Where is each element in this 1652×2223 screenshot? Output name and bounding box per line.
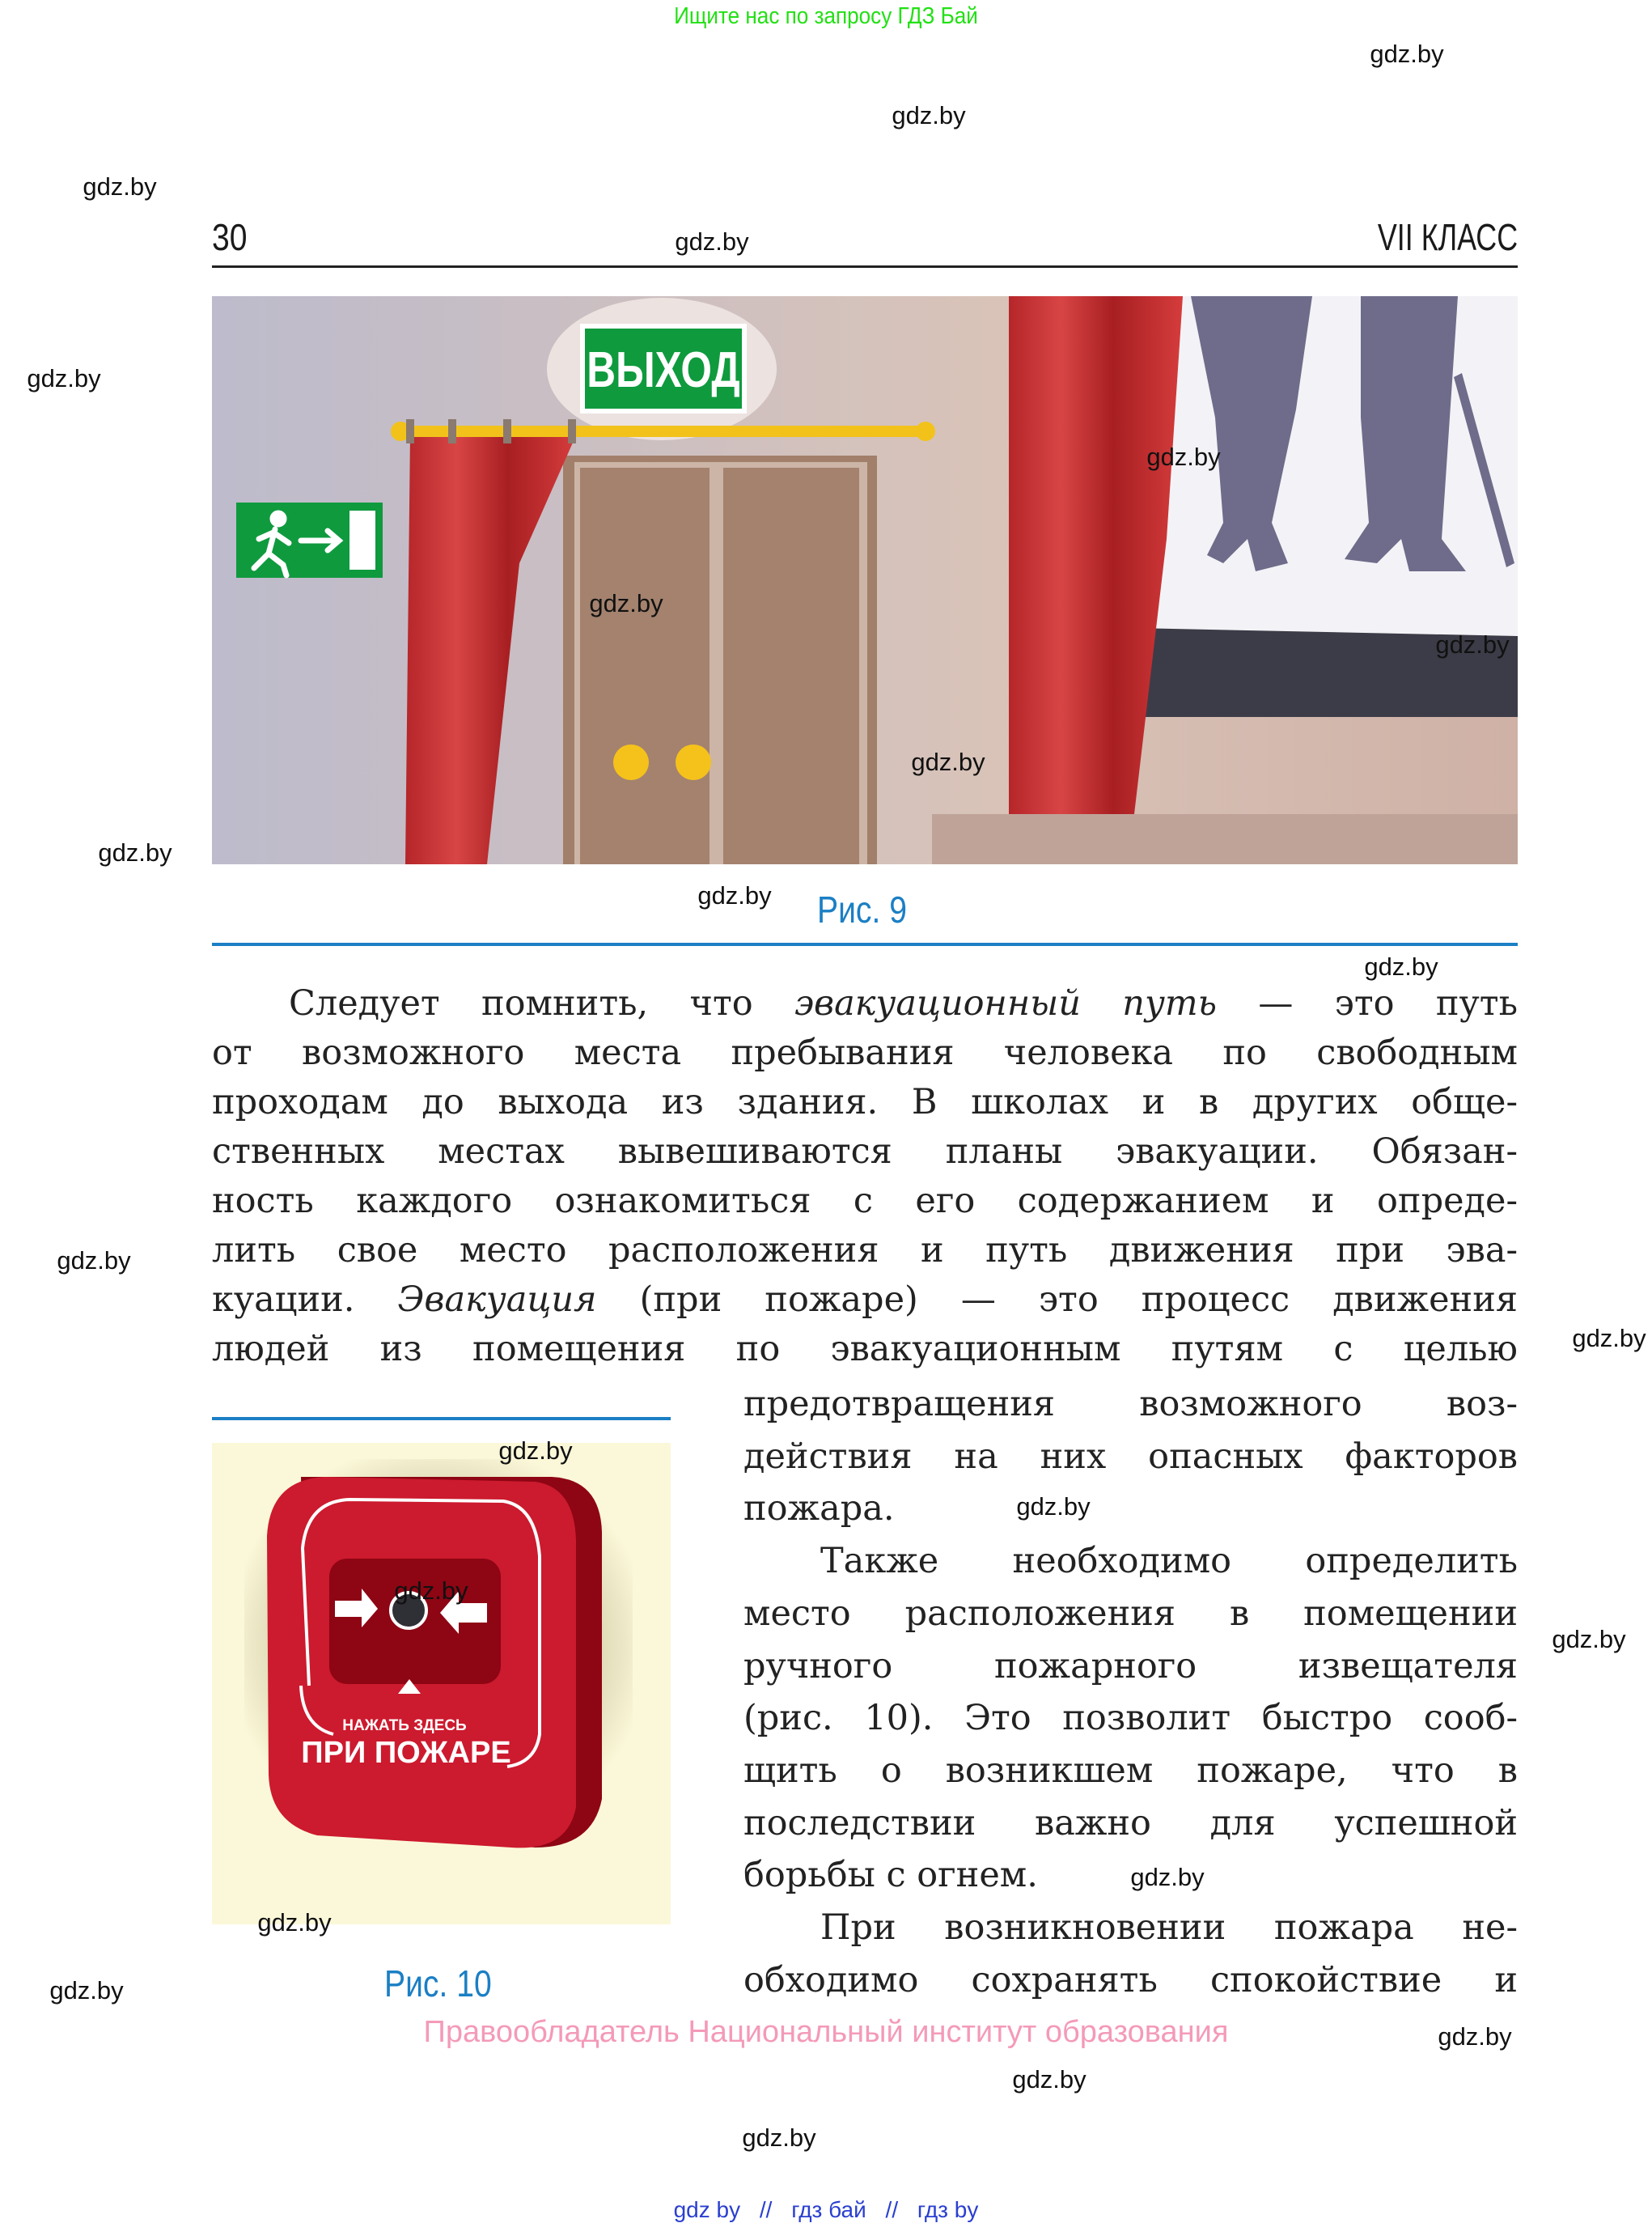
curtain-rod — [396, 426, 930, 437]
text-line — [743, 1803, 1518, 1843]
watermark: gdz.by — [742, 2123, 816, 2152]
text-segment: ственных местах вывешиваются планы эвакуации. Обязан- — [212, 1131, 1518, 1172]
watermark: gdz.by — [1130, 1863, 1205, 1891]
alarm-label-small: НАЖАТЬ ЗДЕСЬ — [342, 1717, 467, 1734]
text-line — [820, 1907, 1518, 1948]
bottom-links — [0, 2197, 1652, 2223]
section-divider — [212, 943, 1518, 946]
watermark: gdz.by — [1370, 40, 1444, 68]
figure-10-caption: Рис. 10 — [384, 1962, 492, 2005]
text-segment: пожара. — [743, 1488, 895, 1529]
text-line — [743, 1855, 1038, 1895]
watermark: gdz.by — [49, 1976, 124, 2005]
text-line — [212, 1181, 1518, 1221]
text-segment: (рис. 10). Это позволит быстро сооб- — [743, 1698, 1518, 1739]
text-line — [743, 1593, 1518, 1634]
door-left — [580, 468, 710, 864]
door-knob-icon — [676, 745, 711, 780]
text-segment: лить свое место расположения и путь движения при эва- — [212, 1230, 1518, 1271]
watermark: gdz.by — [257, 1908, 332, 1937]
watermark: gdz.by — [1435, 630, 1510, 659]
figure-9-caption: Рис. 9 — [817, 889, 907, 931]
figure-10-divider — [212, 1417, 671, 1420]
grade-label: VII КЛАСС — [1377, 216, 1518, 258]
watermark: gdz.by — [83, 172, 157, 201]
text-line — [212, 1279, 1518, 1320]
text-segment: борьбы с огнем. — [743, 1855, 1038, 1896]
page-number: 30 — [212, 216, 248, 258]
text-segment: щить о возникшем пожаре, что в — [743, 1750, 1518, 1791]
watermark: gdz.by — [57, 1246, 131, 1275]
watermark: gdz.by — [911, 748, 985, 776]
text-line — [212, 1230, 1518, 1271]
text-line — [212, 1131, 1518, 1172]
text-segment: предотвращения возможного воз- — [743, 1384, 1518, 1424]
separator: // — [759, 2197, 773, 2222]
watermark: gdz.by — [1552, 1625, 1626, 1653]
stage-floor — [932, 814, 1518, 864]
link-gdz-by-2[interactable]: гдз by — [917, 2197, 979, 2222]
header-divider — [212, 265, 1518, 268]
text-line — [743, 1646, 1518, 1686]
text-segment: — это путь — [1217, 983, 1518, 1024]
text-line — [820, 1541, 1518, 1581]
separator: // — [885, 2197, 899, 2222]
text-segment: от возможного места пребывания человека по свободным — [212, 1033, 1518, 1073]
watermark: gdz.by — [1364, 952, 1438, 981]
door-right — [723, 468, 859, 864]
text-segment: (при пожаре) — это процесс движения — [596, 1279, 1518, 1320]
watermark: gdz.by — [675, 227, 749, 256]
watermark: gdz.by — [27, 364, 101, 392]
text-segment: людей из помещения по эвакуационным путям с целью — [212, 1329, 1518, 1369]
watermark: gdz.by — [1146, 443, 1221, 471]
watermark: gdz.by — [589, 589, 663, 617]
alarm-label-big: ПРИ ПОЖАРЕ — [301, 1736, 511, 1770]
text-segment: обходимо сохранять спокойствие и — [743, 1959, 1518, 2000]
watermark: gdz.by — [697, 881, 772, 910]
watermark: gdz.by — [1438, 2022, 1512, 2051]
text-segment: куации. — [212, 1279, 398, 1320]
text-segment: ность каждого ознакомиться с его содержанием и опреде- — [212, 1181, 1518, 1221]
text-line — [743, 1960, 1518, 2000]
text-line — [289, 983, 1518, 1024]
watermark: gdz.by — [892, 101, 966, 129]
text-segment: проходам до выхода из здания. В школах и в других обще- — [212, 1082, 1518, 1122]
figure-9-illustration — [212, 296, 1518, 864]
text-line — [212, 1033, 1518, 1073]
watermark: gdz.by — [1016, 1492, 1091, 1521]
link-gdz-bai[interactable]: гдз бай — [791, 2197, 866, 2222]
watermark: gdz.by — [394, 1576, 468, 1605]
text-segment: последствии важно для успешной — [743, 1802, 1518, 1843]
figure-10-fire-alarm-illustration — [212, 1443, 671, 1924]
watermark: gdz.by — [498, 1436, 573, 1465]
text-segment: Также необходимо определить — [820, 1541, 1518, 1582]
link-gdz-by[interactable]: gdz by — [673, 2197, 741, 2222]
text-segment: место расположения в помещении — [743, 1593, 1518, 1634]
watermark: gdz.by — [1572, 1324, 1646, 1352]
door-knob-icon — [613, 745, 649, 780]
text-line — [212, 1082, 1518, 1122]
text-segment: Следует помнить, что — [289, 983, 794, 1024]
text-line — [743, 1698, 1518, 1738]
text-line — [743, 1750, 1518, 1791]
text-line — [743, 1384, 1518, 1424]
italic-term: эвакуационный путь — [794, 983, 1218, 1024]
text-segment: ручного пожарного извещателя — [743, 1645, 1518, 1686]
exit-sign-text: ВЫХОД — [587, 341, 740, 398]
italic-term: Эвакуация — [397, 1279, 597, 1320]
top-banner[interactable]: Ищите нас по запросу ГДЗ Бай — [674, 3, 978, 29]
text-segment: При возникновении пожара не- — [820, 1907, 1518, 1948]
watermark: gdz.by — [98, 838, 172, 867]
text-line — [743, 1436, 1518, 1477]
text-line — [743, 1488, 895, 1529]
text-line — [212, 1329, 1518, 1369]
text-segment: действия на них опасных факторов — [743, 1436, 1518, 1477]
watermark: gdz.by — [1012, 2065, 1087, 2094]
copyright-footer: Правообладатель Национальный институт образования — [423, 2015, 1229, 2049]
